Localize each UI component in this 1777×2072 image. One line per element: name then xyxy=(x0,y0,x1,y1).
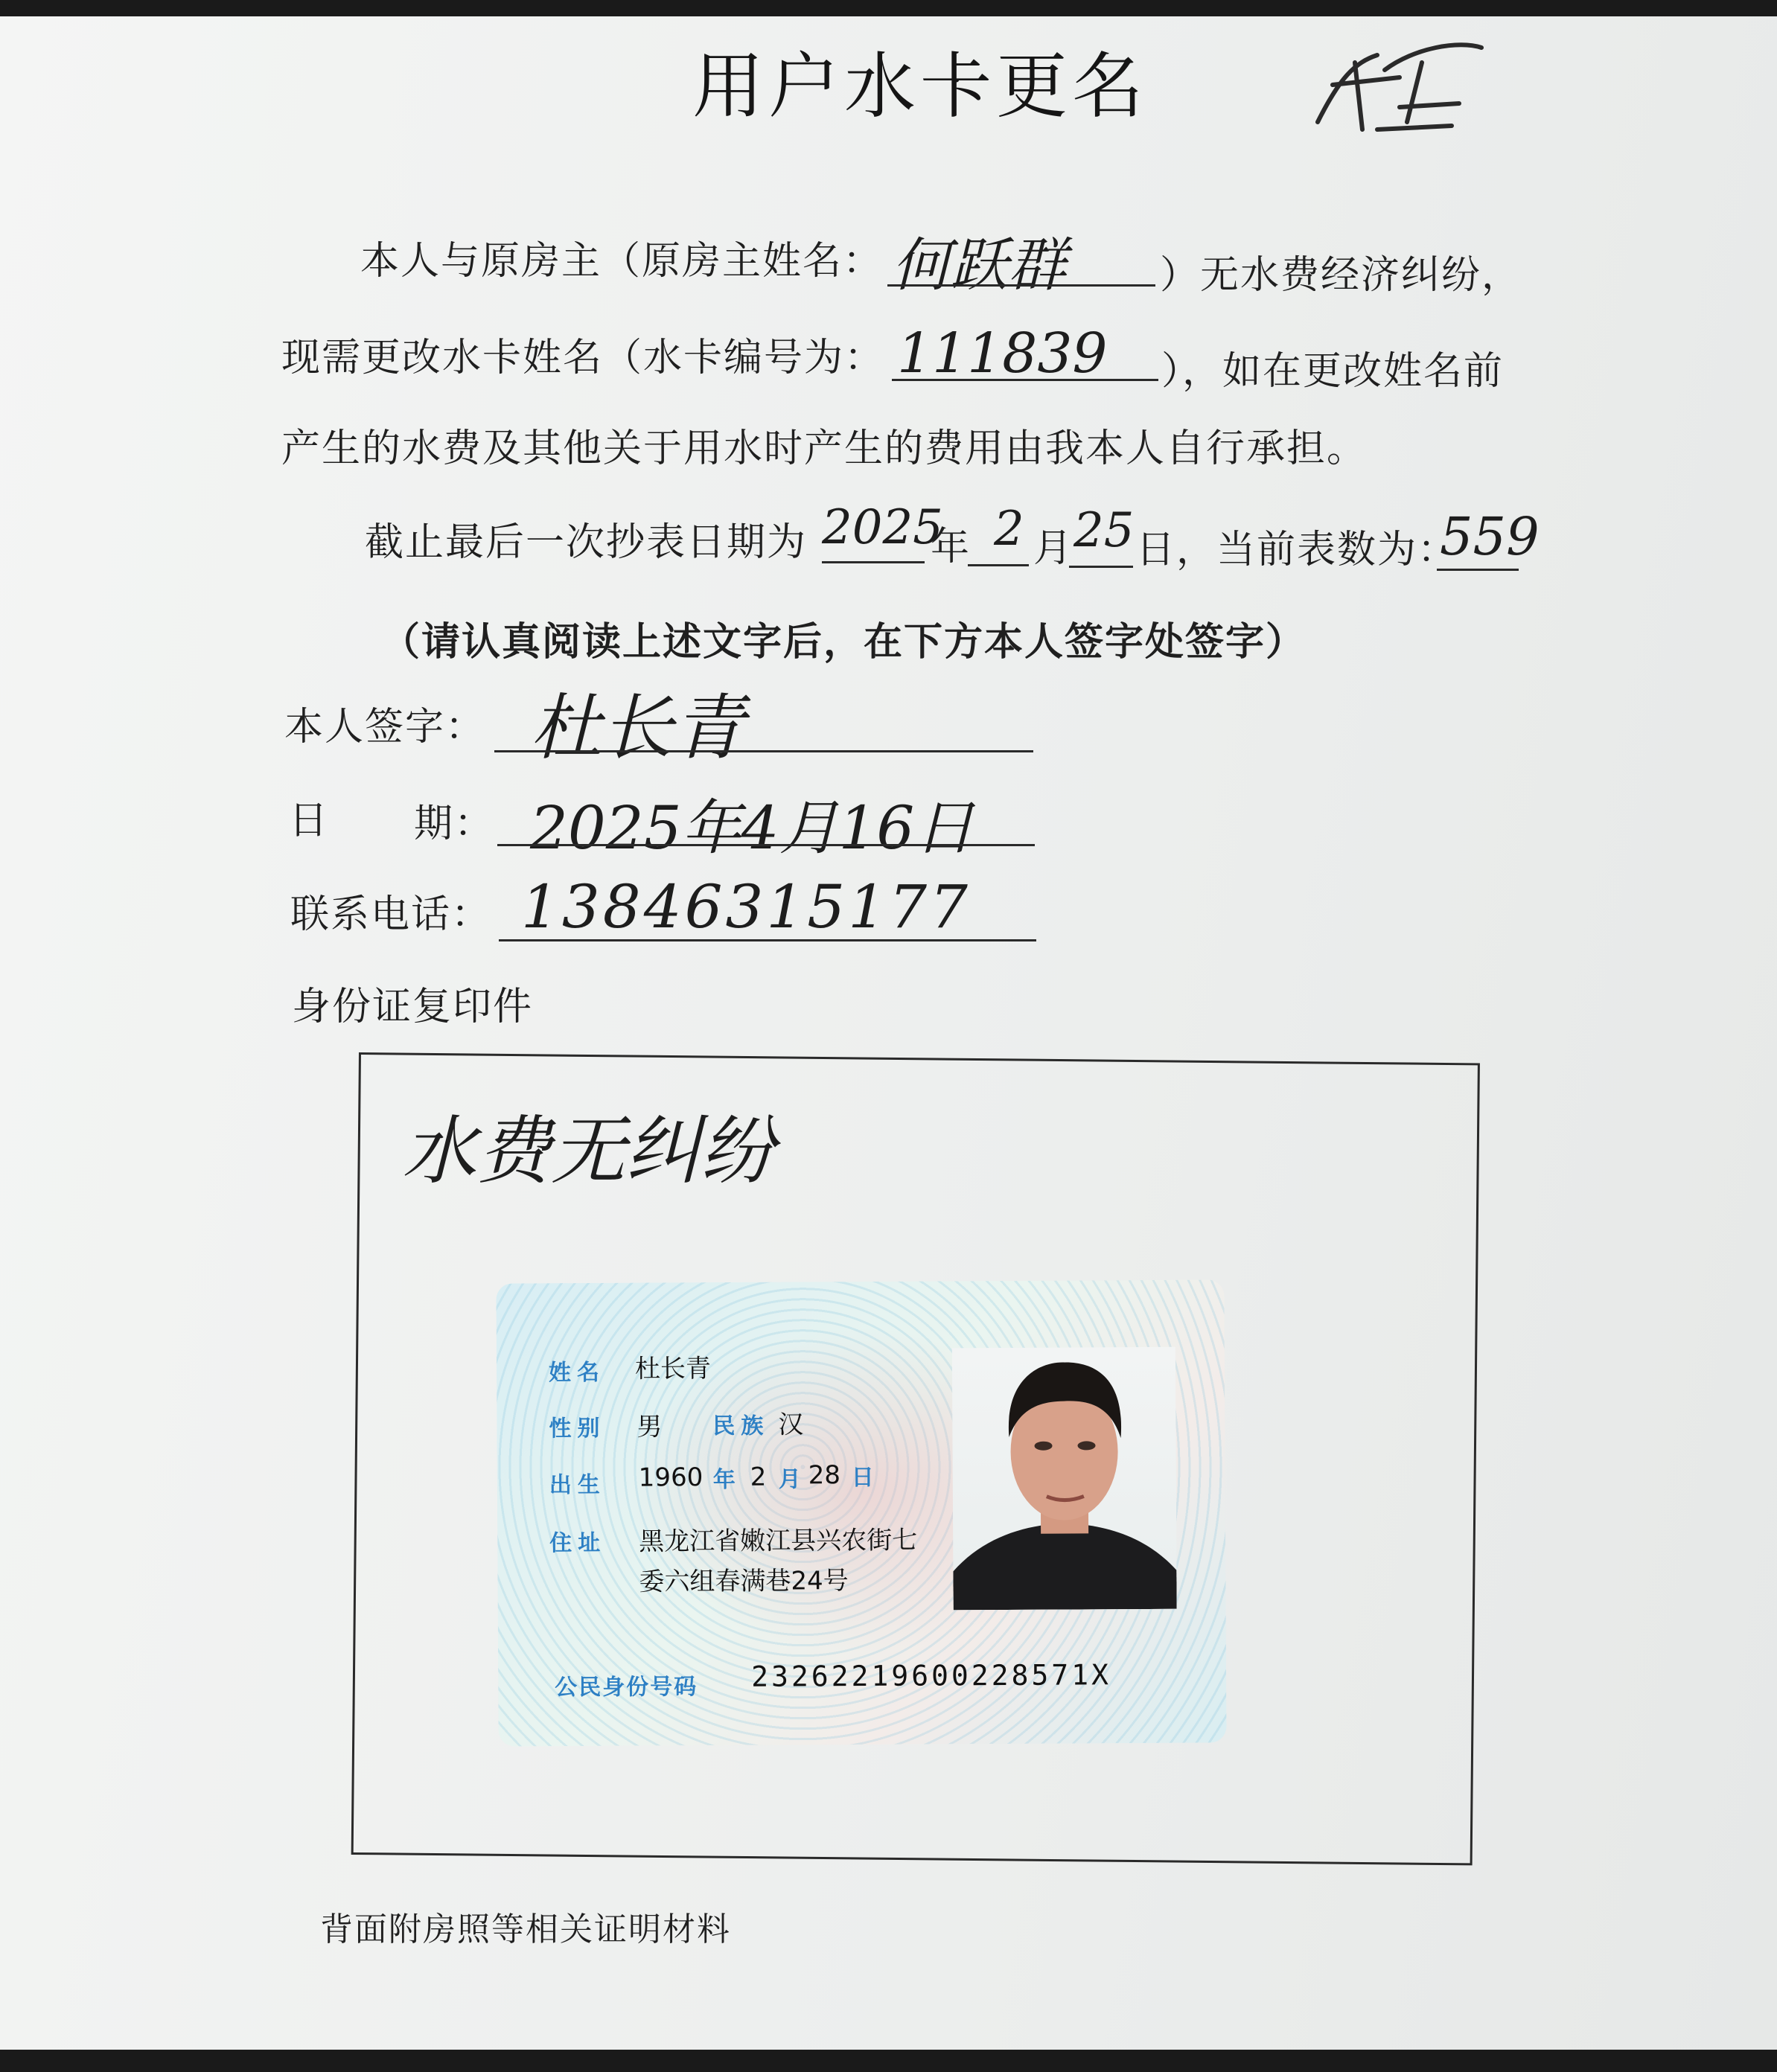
owner-name-underline xyxy=(887,284,1155,287)
footer-note: 背面附房照等相关证明材料 xyxy=(320,1910,731,1948)
reading-day-unit: 日，当前表数为： xyxy=(1136,528,1458,572)
card-number-underline xyxy=(892,379,1158,381)
para1-text-a: 本人与原房主（原房主姓名： xyxy=(360,239,884,284)
id-address-label: 住址 xyxy=(549,1529,607,1557)
card-number-handwritten: 111839 xyxy=(897,322,1108,386)
para1-text-e: 产生的水费及其他关于用水时产生的费用由我本人自行承担。 xyxy=(281,426,1368,471)
date-handwritten: 2025年4月16日 xyxy=(530,793,974,863)
para1-text-d: ），如在更改姓名前 xyxy=(1161,349,1505,394)
document-title: 用户水卡更名 xyxy=(692,45,1148,128)
id-address-line2: 委六组春满巷24号 xyxy=(639,1566,849,1597)
id-birth-day-unit: 日 xyxy=(851,1464,874,1491)
id-birth-month-unit: 月 xyxy=(778,1466,801,1493)
reading-day-handwritten: 25 xyxy=(1073,503,1135,558)
box-note-handwritten: 水费无纠纷 xyxy=(402,1107,774,1195)
owner-name-handwritten: 何跃群 xyxy=(892,232,1067,299)
id-address-line1: 黑龙江省嫩江县兴农街七 xyxy=(639,1525,918,1557)
id-number-value: 23262219600228571X xyxy=(751,1658,1112,1693)
signature-handwritten: 杜长青 xyxy=(530,686,744,770)
handwritten-mark xyxy=(1310,33,1504,144)
reading-month-underline xyxy=(968,564,1029,566)
meter-reading-handwritten: 559 xyxy=(1440,506,1540,567)
id-ethnic-value: 汉 xyxy=(778,1410,804,1440)
phone-label: 联系电话： xyxy=(290,892,492,937)
reading-text-a: 截止最后一次抄表日期为 xyxy=(365,520,808,565)
date-label-2: 期： xyxy=(414,802,495,846)
para1-text-c: 现需更改水卡姓名（水卡编号为： xyxy=(281,336,885,380)
id-birth-label: 出生 xyxy=(549,1471,606,1499)
document-page xyxy=(0,16,1777,2050)
id-sex-label: 性别 xyxy=(549,1415,606,1442)
id-birth-year: 1960 xyxy=(638,1462,704,1493)
id-birth-day: 28 xyxy=(808,1460,841,1491)
reading-year-unit: 年 xyxy=(931,525,972,569)
id-copy-label: 身份证复印件 xyxy=(292,985,534,1029)
reading-month-unit: 月 xyxy=(1033,526,1074,571)
reading-day-underline xyxy=(1069,566,1133,568)
id-birth-year-unit: 年 xyxy=(712,1466,736,1494)
id-photo xyxy=(952,1347,1177,1611)
reading-year-handwritten: 2025 xyxy=(822,500,943,555)
para1-text-b: ）无水费经济纠纷， xyxy=(1160,253,1522,298)
id-ethnic-label: 民族 xyxy=(712,1413,770,1440)
id-birth-month: 2 xyxy=(750,1462,767,1492)
meter-underline xyxy=(1437,569,1519,571)
id-name-label: 姓名 xyxy=(548,1359,606,1387)
id-sex-value: 男 xyxy=(637,1412,663,1442)
id-card xyxy=(496,1279,1226,1746)
signature-label: 本人签字： xyxy=(284,705,486,749)
date-underline xyxy=(497,844,1035,846)
signature-underline xyxy=(494,750,1033,752)
reading-month-handwritten: 2 xyxy=(994,502,1024,557)
phone-handwritten: 13846315177 xyxy=(521,872,971,941)
phone-underline xyxy=(499,939,1036,941)
date-label-1: 日 xyxy=(289,799,330,843)
reading-year-underline xyxy=(822,561,925,563)
instruction-text: （请认真阅读上述文字后，在下方本人签字处签字） xyxy=(381,620,1307,665)
id-number-label: 公民身份号码 xyxy=(555,1674,698,1701)
id-name-value: 杜长青 xyxy=(634,1354,712,1384)
